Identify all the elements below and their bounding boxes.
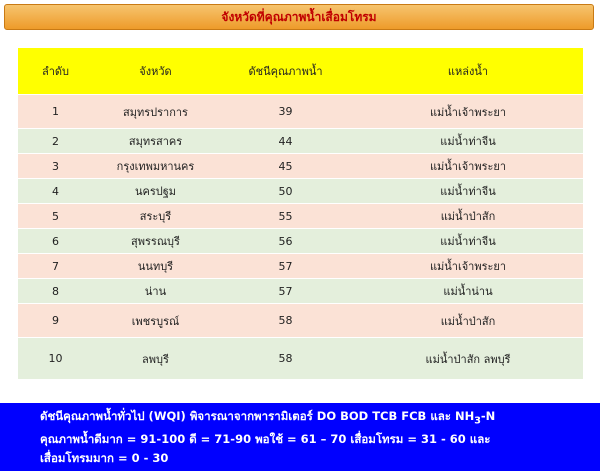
cell-water-source: แม่น้ำเจ้าพระยา bbox=[353, 254, 583, 279]
cell-wqi: 58 bbox=[218, 304, 353, 338]
cell-province: สระบุรี bbox=[93, 204, 218, 229]
wqi-legend-line-1 bbox=[40, 407, 600, 430]
table-row bbox=[18, 304, 583, 338]
cell-water-source: แม่น้ำเจ้าพระยา bbox=[353, 95, 583, 129]
cell-wqi: 39 bbox=[218, 95, 353, 129]
cell-water-source: แม่น้ำท่าจีน bbox=[353, 129, 583, 154]
wqi-legend-box bbox=[0, 403, 600, 471]
cell-order: 1 bbox=[18, 95, 93, 129]
cell-wqi: 56 bbox=[218, 229, 353, 254]
cell-order: 3 bbox=[18, 154, 93, 179]
table-row bbox=[18, 338, 583, 380]
cell-order: 6 bbox=[18, 229, 93, 254]
table-row bbox=[18, 204, 583, 229]
cell-wqi: 58 bbox=[218, 338, 353, 380]
title-bar bbox=[4, 4, 594, 30]
cell-province: กรุงเทพมหานคร bbox=[93, 154, 218, 179]
cell-province: นครปฐม bbox=[93, 179, 218, 204]
cell-water-source: แม่น้ำเจ้าพระยา bbox=[353, 154, 583, 179]
cell-province: สมุทรสาคร bbox=[93, 129, 218, 154]
wqi-legend-line-1-text: ดัชนีคุณภาพน้ำทั่วไป (WQI) พิจารณาจากพารามิเตอร์ DO BOD TCB FCB และ NH bbox=[40, 409, 475, 423]
cell-order: 5 bbox=[18, 204, 93, 229]
cell-province: เพชรบูรณ์ bbox=[93, 304, 218, 338]
cell-province: ลพบุรี bbox=[93, 338, 218, 380]
cell-water-source: แม่น้ำท่าจีน bbox=[353, 179, 583, 204]
cell-wqi: 45 bbox=[218, 154, 353, 179]
ammonia-subscript: 3 bbox=[474, 415, 481, 427]
header-province: จังหวัด bbox=[93, 48, 218, 95]
table-header-row bbox=[18, 48, 583, 95]
cell-order: 8 bbox=[18, 279, 93, 304]
cell-order: 9 bbox=[18, 304, 93, 338]
cell-water-source: แม่น้ำน่าน bbox=[353, 279, 583, 304]
cell-order: 4 bbox=[18, 179, 93, 204]
cell-water-source: แม่น้ำท่าจีน bbox=[353, 229, 583, 254]
table-row bbox=[18, 95, 583, 129]
cell-wqi: 55 bbox=[218, 204, 353, 229]
cell-water-source: แม่น้ำป่าสัก bbox=[353, 304, 583, 338]
cell-water-source: แม่น้ำป่าสัก bbox=[353, 204, 583, 229]
table-row bbox=[18, 254, 583, 279]
water-quality-table bbox=[18, 48, 583, 379]
cell-province: สมุทรปราการ bbox=[93, 95, 218, 129]
wqi-legend-line-1-suffix: -N bbox=[480, 409, 496, 423]
cell-order: 7 bbox=[18, 254, 93, 279]
cell-order: 2 bbox=[18, 129, 93, 154]
cell-water-source: แม่น้ำป่าสัก ลพบุรี bbox=[353, 338, 583, 380]
cell-wqi: 57 bbox=[218, 254, 353, 279]
cell-order: 10 bbox=[18, 338, 93, 380]
page-title: จังหวัดที่คุณภาพน้ำเสื่อมโทรม bbox=[221, 9, 377, 24]
wqi-legend-line-2: คุณภาพน้ำดีมาก = 91-100 ดี = 71-90 พอใช้ = 61 – 70 เสื่อมโทรม = 31 - 60 และ bbox=[40, 432, 491, 447]
table-row bbox=[18, 179, 583, 204]
table-row bbox=[18, 229, 583, 254]
table-row bbox=[18, 129, 583, 154]
table-row bbox=[18, 154, 583, 179]
table-row bbox=[18, 279, 583, 304]
cell-wqi: 50 bbox=[218, 179, 353, 204]
cell-wqi: 44 bbox=[218, 129, 353, 154]
cell-province: น่าน bbox=[93, 279, 218, 304]
cell-province: สุพรรณบุรี bbox=[93, 229, 218, 254]
header-order: ลำดับ bbox=[18, 48, 93, 95]
wqi-legend-line-3: เสื่อมโทรมมาก = 0 - 30 bbox=[40, 451, 169, 466]
cell-wqi: 57 bbox=[218, 279, 353, 304]
header-wqi: ดัชนีคุณภาพน้ำ bbox=[218, 48, 353, 95]
cell-province: นนทบุรี bbox=[93, 254, 218, 279]
header-water-source: แหล่งน้ำ bbox=[353, 48, 583, 95]
